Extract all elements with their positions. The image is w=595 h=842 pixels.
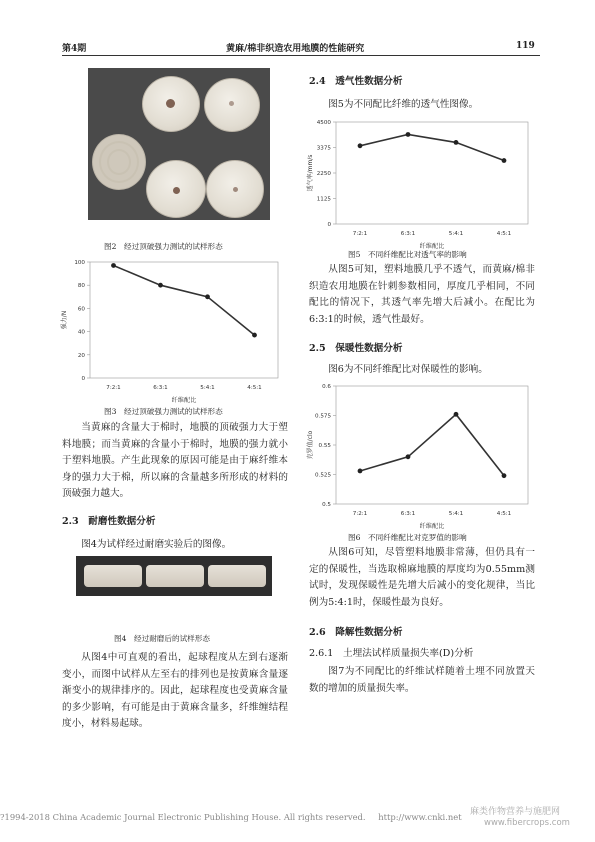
series-line <box>114 265 255 335</box>
data-point <box>205 294 210 299</box>
fig4-caption: 图4 经过耐磨后的试样形态 <box>114 634 210 643</box>
y-tick-label: 40 <box>77 329 85 336</box>
data-point <box>252 333 257 338</box>
y-axis-label: 强力/N <box>61 310 68 330</box>
series-line <box>360 134 504 160</box>
header-rule <box>62 55 540 56</box>
section-2-5-heading: 2.5 保暖性数据分析 <box>309 343 403 354</box>
paragraph-fig5-intro: 图5为不同配比纤维的透气性图像。 <box>328 99 479 110</box>
header-issue: 第4期 <box>62 44 87 54</box>
x-tick-label: 5:4:1 <box>448 231 464 237</box>
data-point <box>406 454 411 459</box>
sample-pad <box>84 565 142 587</box>
y-tick-label: 60 <box>77 306 85 313</box>
y-tick-label: 0 <box>327 222 331 228</box>
fig2-caption: 图2 经过顶破强力测试的试样形态 <box>104 242 223 251</box>
series-line <box>360 414 504 475</box>
plot-frame <box>90 262 278 378</box>
fig2-photo <box>88 68 270 220</box>
watermark-url: www.fibercrops.com <box>484 818 570 828</box>
y-tick-label: 0.575 <box>314 413 331 420</box>
data-point <box>454 140 459 145</box>
watermark-text: 麻类作物营养与施肥网 <box>470 807 561 817</box>
section-2-3-heading: 2.3 耐磨性数据分析 <box>62 516 156 527</box>
fig6-chart <box>300 380 536 528</box>
sample-disc <box>142 76 200 132</box>
y-tick-label: 1125 <box>316 196 331 203</box>
fig5-chart <box>300 116 536 248</box>
plot-frame <box>336 386 528 504</box>
data-point <box>358 469 363 474</box>
x-tick-label: 6:3:1 <box>400 511 416 517</box>
paragraph-fig3-discussion: 当黄麻的含量大于棉时，地膜的顶破强力大于塑料地膜；而当黄麻的含量小于棉时，地膜的强力就小于塑料地膜。产生此现象的原因可能是由于麻纤维本身的强力大于棉，所以麻的含量越多所形成的材料的顶破强力越大。 <box>62 422 288 500</box>
y-tick-label: 0.525 <box>314 472 331 479</box>
section-2-4-heading: 2.4 透气性数据分析 <box>309 76 403 87</box>
x-tick-label: 7:2:1 <box>106 385 121 391</box>
sample-disc <box>204 78 260 132</box>
y-tick-label: 4500 <box>316 120 331 126</box>
sample-disc-torn <box>92 134 146 190</box>
y-axis-label: 克罗值/clo <box>307 430 314 460</box>
x-axis-label: 纤维配比 <box>419 523 445 530</box>
paragraph-fig6-discussion: 从图6可知，尽管塑料地膜非常薄，但仍具有一定的保暖性，当选取棉麻地膜的厚度均为0.55mm测试时，发现保暖性是先增大后减小的变化规律，当比例为5:4:1时，保暖性最为良好。 <box>309 547 535 608</box>
plot-frame <box>336 122 528 224</box>
y-tick-label: 0 <box>81 376 85 382</box>
y-axis-label: 透气率/mm/s <box>307 154 314 192</box>
x-tick-label: 7:2:1 <box>352 231 368 237</box>
x-tick-label: 6:3:1 <box>400 231 416 237</box>
sample-disc <box>206 160 264 218</box>
fig3-chart <box>62 254 288 404</box>
paragraph-fig7-intro: 图7为不同配比的纤维试样随着土埋不同放置天数的增加的质量损失率。 <box>309 666 535 694</box>
y-tick-label: 80 <box>77 283 85 290</box>
x-axis-label: 纤维配比 <box>171 397 197 404</box>
x-tick-label: 4:5:1 <box>496 231 512 237</box>
x-tick-label: 7:2:1 <box>352 511 368 517</box>
data-point <box>454 412 459 417</box>
fig6-caption: 图6 不同纤维配比对克罗值的影响 <box>348 533 467 542</box>
x-tick-label: 4:5:1 <box>496 511 512 517</box>
x-tick-label: 6:3:1 <box>153 385 168 391</box>
cnki-url: http://www.cnki.net <box>378 812 462 822</box>
data-point <box>158 283 163 288</box>
sample-pad <box>208 565 266 587</box>
paragraph-fig4-discussion: 从图4中可直观的看出，起球程度从左到右逐渐变小，而图中试样从左至右的排列也是按黄麻含量逐渐变小的规律排序的。因此，起球程度也受黄麻含量的多少影响，有可能是由于黄麻含量多，纤维缠结程度小，材料易起球。 <box>62 652 288 730</box>
data-point <box>502 158 507 163</box>
sample-disc <box>146 160 206 218</box>
data-point <box>502 473 507 478</box>
x-tick-label: 5:4:1 <box>200 385 215 391</box>
fig3-caption: 图3 经过顶破强力测试的试样形态 <box>104 407 223 416</box>
fig5-caption: 图5 不同纤维配比对透气率的影响 <box>348 250 467 259</box>
page-number: 119 <box>516 41 535 51</box>
y-tick-label: 20 <box>77 352 85 359</box>
y-tick-label: 0.55 <box>318 443 331 449</box>
y-tick-label: 0.5 <box>322 502 331 508</box>
data-point <box>111 263 116 268</box>
copyright-text: ?1994-2018 China Academic Journal Electronic Publishing House. All rights reserved. <box>0 812 366 822</box>
x-tick-label: 4:5:1 <box>247 385 262 391</box>
section-2-6-heading: 2.6 降解性数据分析 <box>309 627 403 638</box>
paragraph-fig6-intro: 图6为不同纤维配比对保暖性的影响。 <box>328 364 488 375</box>
section-2-6-1-heading: 2.6.1 土埋法试样质量损失率(D)分析 <box>309 648 474 659</box>
data-point <box>406 132 411 137</box>
data-point <box>358 143 363 148</box>
y-tick-label: 2250 <box>316 171 331 177</box>
fig4-photo <box>76 556 272 596</box>
y-tick-label: 3375 <box>316 145 331 152</box>
x-axis-label: 纤维配比 <box>419 243 445 250</box>
paragraph-fig5-discussion: 从图5可知，塑料地膜几乎不透气，而黄麻/棉非织造农用地膜在针刺参数相同，厚度几乎相同，不同配比的情况下，其透气率先增大后减小。在配比为6:3:1的时候，透气性最好。 <box>309 264 535 325</box>
header-title: 黄麻/棉非织造农用地膜的性能研究 <box>226 44 365 54</box>
sample-pad <box>146 565 204 587</box>
y-tick-label: 0.6 <box>322 384 331 390</box>
x-tick-label: 5:4:1 <box>448 511 464 517</box>
paragraph-fig4-intro: 图4为试样经过耐磨实验后的图像。 <box>81 539 232 550</box>
y-tick-label: 100 <box>74 260 85 266</box>
